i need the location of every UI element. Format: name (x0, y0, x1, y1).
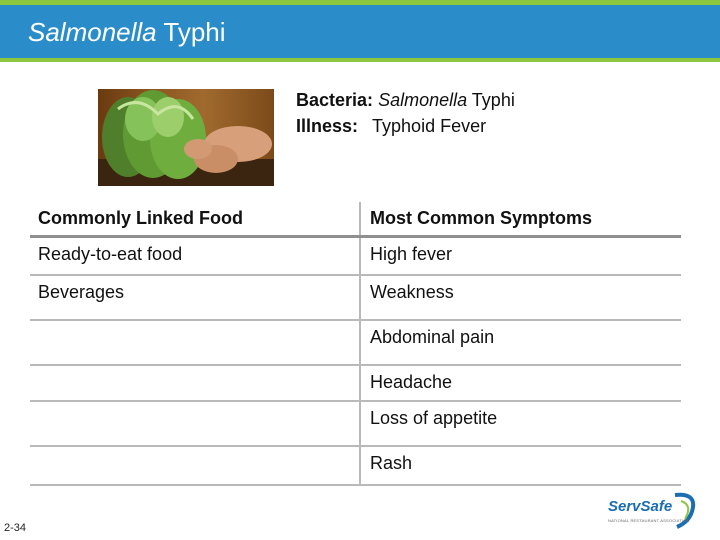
table-row (30, 366, 681, 402)
food-cell (30, 321, 359, 364)
slide-number: 2-34 (4, 522, 27, 534)
table-row (30, 238, 681, 276)
food-symptoms-table (30, 202, 681, 486)
food-cell (30, 366, 359, 400)
title-bar (0, 0, 720, 62)
food-cell (30, 447, 359, 484)
title-rest: Typhi (156, 17, 226, 47)
logo-tagline: NATIONAL RESTAURANT ASSOCIATION (608, 518, 690, 523)
page-title (28, 17, 226, 48)
lettuce-photo (98, 89, 274, 186)
food-cell: Beverages (38, 282, 125, 302)
bacteria-line (296, 87, 515, 113)
symptom-cell: Loss of appetite (359, 402, 681, 445)
symptom-cell: Rash (359, 447, 681, 484)
bacteria-label: Bacteria: (296, 90, 374, 110)
bacteria-italic: Salmonella (378, 90, 468, 110)
illness-label: Illness: (296, 116, 359, 136)
title-italic: Salmonella (28, 17, 157, 47)
symptom-cell: Abdominal pain (359, 321, 681, 364)
table-row (30, 402, 681, 447)
food-cell (30, 402, 359, 445)
illness-line (296, 113, 515, 139)
table-header (30, 202, 681, 238)
table-row (30, 447, 681, 486)
table-row (30, 276, 681, 321)
symptom-cell: High fever (359, 238, 681, 274)
table-row (30, 321, 681, 366)
servsafe-logo (605, 491, 697, 533)
illness-value: Typhoid Fever (372, 116, 487, 136)
bacteria-info (296, 87, 515, 139)
symptom-cell: Weakness (359, 276, 681, 319)
food-cell: Ready-to-eat food (38, 244, 183, 264)
lettuce-icon (98, 89, 274, 186)
header-symptoms: Most Common Symptoms (359, 202, 681, 235)
bacteria-rest: Typhi (467, 90, 515, 110)
logo-name: ServSafe (608, 498, 673, 515)
header-food: Commonly Linked Food (38, 208, 243, 228)
symptom-cell: Headache (359, 366, 681, 400)
